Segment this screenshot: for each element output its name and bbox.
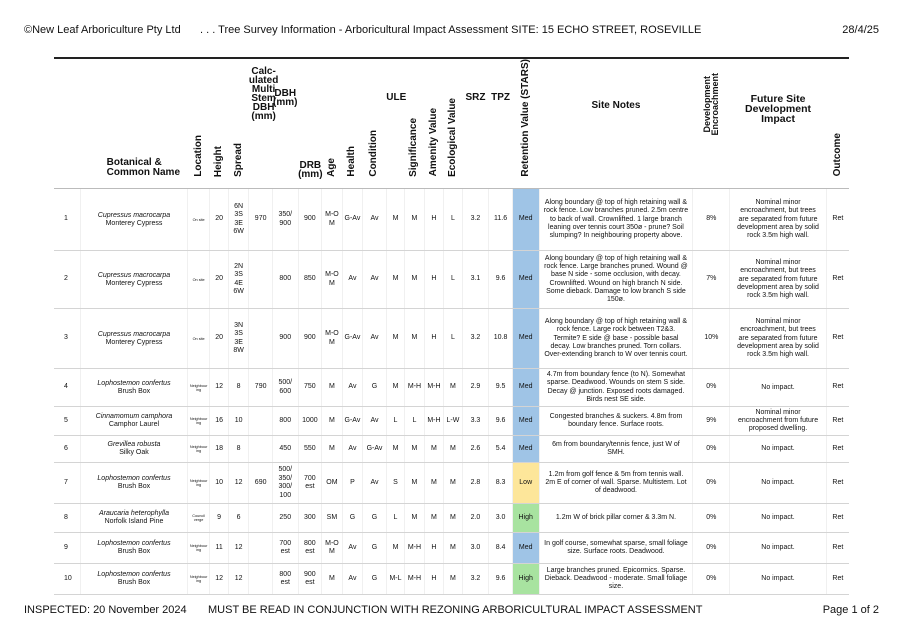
significance: M (405, 504, 424, 533)
ule: M (386, 251, 404, 309)
tpz: 9.5 (489, 369, 513, 407)
col-ecological: Ecological Value (444, 58, 462, 183)
ecological-value: M (444, 564, 462, 595)
tree-row (54, 436, 849, 463)
col-drb: DRB (mm) (298, 58, 322, 183)
ecological-value: M (444, 463, 462, 504)
col-multi-stem-dbh: Calc- ulated Multi Stem DBH (mm) (249, 58, 273, 183)
future-impact: No impact. (730, 436, 826, 463)
drb: 850 (298, 251, 322, 309)
ule: M-L (386, 564, 404, 595)
location: On site (187, 251, 210, 309)
encroachment: 8% (693, 189, 730, 251)
col-srz: SRZ (462, 58, 489, 183)
col-encroachment: Development Encroachment (693, 58, 730, 183)
location: Neighbour ing (187, 369, 210, 407)
tree-row (54, 369, 849, 407)
ecological-value: M (444, 504, 462, 533)
height: 12 (210, 369, 228, 407)
health: P (342, 463, 363, 504)
srz: 3.3 (462, 407, 489, 436)
dbh: 800 est (272, 564, 298, 595)
srz: 2.6 (462, 436, 489, 463)
col-site-notes: Site Notes (539, 58, 693, 183)
encroachment: 0% (693, 436, 730, 463)
ule: M (386, 189, 404, 251)
site-notes: 1.2m from golf fence & 5m from tennis wall. 2m E of corner of wall. Sparse. Multistem. Lot of deadwood. (539, 463, 693, 504)
botanical-name: Cupressus macrocarpa Monterey Cypress (81, 251, 188, 309)
col-location: Location (187, 58, 210, 183)
height: 9 (210, 504, 228, 533)
retention-value: Med (512, 369, 539, 407)
condition: G (363, 533, 387, 564)
health: Av (342, 564, 363, 595)
tree-row (54, 504, 849, 533)
retention-value: Med (512, 533, 539, 564)
multi-stem-dbh (249, 309, 273, 369)
condition: G (363, 564, 387, 595)
health: G-Av (342, 189, 363, 251)
spread: 8 (228, 436, 249, 463)
tpz: 8.4 (489, 533, 513, 564)
significance: M-H (405, 533, 424, 564)
tree-number: 7 (54, 463, 81, 504)
tree-number: 3 (54, 309, 81, 369)
dbh: 450 (272, 436, 298, 463)
srz: 3.1 (462, 251, 489, 309)
health: G-Av (342, 407, 363, 436)
drb: 300 (298, 504, 322, 533)
ecological-value: M (444, 436, 462, 463)
company-name: ©New Leaf Arboriculture Pty Ltd (24, 24, 181, 36)
future-impact: No impact. (730, 369, 826, 407)
outcome: Ret (826, 564, 849, 595)
amenity-value: H (424, 564, 443, 595)
encroachment: 9% (693, 407, 730, 436)
drb: 1000 (298, 407, 322, 436)
tpz: 9.6 (489, 564, 513, 595)
col-botanical: Botanical & Common Name (81, 58, 188, 183)
ule: L (386, 504, 404, 533)
tpz: 5.4 (489, 436, 513, 463)
botanical-name: Grevillea robusta Silky Oak (81, 436, 188, 463)
drb: 900 est (298, 564, 322, 595)
tree-number: 10 (54, 564, 81, 595)
tree-row (54, 407, 849, 436)
site-notes: 6m from boundary/tennis fence, just W of SMH. (539, 436, 693, 463)
spread: 10 (228, 407, 249, 436)
encroachment: 0% (693, 504, 730, 533)
site-notes: 1.2m W of brick pillar corner & 3.3m N. (539, 504, 693, 533)
age: M-O M (322, 309, 343, 369)
ule: L (386, 407, 404, 436)
age: M-O M (322, 251, 343, 309)
col-tpz: TPZ (489, 58, 513, 183)
future-impact: Nominal minor encroachment, but trees are separated from future development area by solid rock 3.5m high wall. (730, 251, 826, 309)
document-date: 28/4/25 (842, 24, 879, 36)
age: M (322, 436, 343, 463)
encroachment: 10% (693, 309, 730, 369)
condition: G-Av (363, 436, 387, 463)
condition: G (363, 369, 387, 407)
drb: 900 (298, 189, 322, 251)
future-impact: No impact. (730, 533, 826, 564)
future-impact: Nominal minor encroachment from future proposed dwelling. (730, 407, 826, 436)
col-retention: Retention Value (STARS) (512, 58, 539, 183)
condition: Av (363, 251, 387, 309)
amenity-value: M-H (424, 407, 443, 436)
ule: M (386, 309, 404, 369)
tpz: 9.6 (489, 407, 513, 436)
botanical-name: Lophostemon confertus Brush Box (81, 463, 188, 504)
botanical-name: Lophostemon confertus Brush Box (81, 369, 188, 407)
retention-value: Low (512, 463, 539, 504)
retention-value: Med (512, 189, 539, 251)
read-notice: MUST BE READ IN CONJUNCTION WITH REZONING ARBORICULTURAL IMPACT ASSESSMENT (208, 604, 703, 616)
tree-row (54, 463, 849, 504)
botanical-name: Cupressus macrocarpa Monterey Cypress (81, 189, 188, 251)
dbh: 500/ 600 (272, 369, 298, 407)
retention-value: Med (512, 251, 539, 309)
height: 12 (210, 564, 228, 595)
amenity-value: M (424, 504, 443, 533)
height: 20 (210, 251, 228, 309)
outcome: Ret (826, 436, 849, 463)
col-age: Age (322, 58, 343, 183)
tree-row (54, 564, 849, 595)
drb: 700 est (298, 463, 322, 504)
outcome: Ret (826, 189, 849, 251)
encroachment: 0% (693, 369, 730, 407)
tpz: 8.3 (489, 463, 513, 504)
dbh: 800 (272, 407, 298, 436)
botanical-name: Cupressus macrocarpa Monterey Cypress (81, 309, 188, 369)
srz: 2.0 (462, 504, 489, 533)
retention-value: Med (512, 436, 539, 463)
future-impact: No impact. (730, 504, 826, 533)
tree-number: 4 (54, 369, 81, 407)
page-footer (24, 604, 879, 618)
height: 20 (210, 309, 228, 369)
multi-stem-dbh (249, 504, 273, 533)
condition: Av (363, 463, 387, 504)
location: Neighbour ing (187, 436, 210, 463)
age: M-O M (322, 533, 343, 564)
ule: M (386, 533, 404, 564)
dbh: 250 (272, 504, 298, 533)
multi-stem-dbh: 790 (249, 369, 273, 407)
site-notes: Congested branches & suckers. 4.8m from boundary fence. Surface roots. (539, 407, 693, 436)
tree-number: 6 (54, 436, 81, 463)
encroachment: 0% (693, 463, 730, 504)
table-header-row (54, 58, 849, 183)
table-body (54, 189, 849, 595)
age: M (322, 564, 343, 595)
col-condition: Condition (363, 58, 387, 183)
age: SM (322, 504, 343, 533)
srz: 3.2 (462, 564, 489, 595)
tpz: 11.6 (489, 189, 513, 251)
multi-stem-dbh (249, 436, 273, 463)
significance: M-H (405, 564, 424, 595)
significance: M (405, 309, 424, 369)
srz: 3.0 (462, 533, 489, 564)
outcome: Ret (826, 533, 849, 564)
location: On site (187, 189, 210, 251)
tpz: 3.0 (489, 504, 513, 533)
health: G-Av (342, 309, 363, 369)
col-ule: ULE (386, 58, 404, 183)
significance: M (405, 251, 424, 309)
drb: 550 (298, 436, 322, 463)
height: 16 (210, 407, 228, 436)
height: 20 (210, 189, 228, 251)
botanical-name: Lophostemon confertus Brush Box (81, 533, 188, 564)
ecological-value: M (444, 533, 462, 564)
srz: 2.9 (462, 369, 489, 407)
amenity-value: M-H (424, 369, 443, 407)
encroachment: 7% (693, 251, 730, 309)
significance: M (405, 189, 424, 251)
tree-number: 8 (54, 504, 81, 533)
drb: 800 est (298, 533, 322, 564)
col-amenity: Amenity Value (424, 58, 443, 183)
tree-number: 1 (54, 189, 81, 251)
site-notes: Along boundary @ top of high retaining wall & rock fence. Low branches pruned. 2.5m centre to back of wall. Crownlifted. 1 large branch leaning over tennis court 350ø - prune? Soil slumping? In neighbouring property above. (539, 189, 693, 251)
retention-value: Med (512, 309, 539, 369)
site-notes: In golf course, somewhat sparse, small foliage size. Surface roots. Deadwood. (539, 533, 693, 564)
tree-number: 5 (54, 407, 81, 436)
location: Neighbour ing (187, 533, 210, 564)
height: 10 (210, 463, 228, 504)
multi-stem-dbh (249, 533, 273, 564)
condition: Av (363, 309, 387, 369)
inspected-date: INSPECTED: 20 November 2024 (24, 604, 187, 616)
dbh: 800 (272, 251, 298, 309)
multi-stem-dbh (249, 564, 273, 595)
drb: 900 (298, 309, 322, 369)
ecological-value: L-W (444, 407, 462, 436)
amenity-value: H (424, 533, 443, 564)
multi-stem-dbh: 970 (249, 189, 273, 251)
ecological-value: M (444, 369, 462, 407)
tree-row (54, 533, 849, 564)
outcome: Ret (826, 309, 849, 369)
significance: M (405, 463, 424, 504)
col-future-impact: Future Site Development Impact (730, 58, 826, 183)
dbh: 900 (272, 309, 298, 369)
condition: Av (363, 189, 387, 251)
outcome: Ret (826, 407, 849, 436)
ule: M (386, 369, 404, 407)
tree-survey-table (54, 57, 849, 595)
amenity-value: M (424, 463, 443, 504)
age: OM (322, 463, 343, 504)
multi-stem-dbh (249, 407, 273, 436)
health: Av (342, 251, 363, 309)
outcome: Ret (826, 504, 849, 533)
age: M (322, 369, 343, 407)
outcome: Ret (826, 369, 849, 407)
site-notes: Along boundary @ top of high retaining wall & rock fence. Large branches pruned. Wound @ base N side - some occlusion, with decay. Crownlifted. Wound on high branch N side. Some dieback. Damage to low branch S side 150ø. (539, 251, 693, 309)
ecological-value: L (444, 309, 462, 369)
ecological-value: L (444, 189, 462, 251)
amenity-value: H (424, 189, 443, 251)
future-impact: No impact. (730, 564, 826, 595)
significance: M (405, 436, 424, 463)
health: Av (342, 369, 363, 407)
srz: 2.8 (462, 463, 489, 504)
age: M (322, 407, 343, 436)
spread: 12 (228, 533, 249, 564)
spread: 3N 3S 3E 8W (228, 309, 249, 369)
drb: 750 (298, 369, 322, 407)
outcome: Ret (826, 251, 849, 309)
multi-stem-dbh (249, 251, 273, 309)
spread: 12 (228, 463, 249, 504)
srz: 3.2 (462, 309, 489, 369)
health: Av (342, 436, 363, 463)
srz: 3.2 (462, 189, 489, 251)
significance: L (405, 407, 424, 436)
retention-value: High (512, 504, 539, 533)
site-notes: 4.7m from boundary fence (to N). Somewhat sparse. Deadwood. Wounds on stem S side. Decay @ junction. Exposed roots damaged. Birds nest SE side. (539, 369, 693, 407)
document-title: . . . Tree Survey Information - Arboricultural Impact Assessment SITE: 15 ECHO STREET, ROSEVILLE (200, 24, 702, 36)
page-number: Page 1 of 2 (822, 604, 879, 616)
ule: M (386, 436, 404, 463)
location: Neighbour ing (187, 407, 210, 436)
significance: M-H (405, 369, 424, 407)
retention-value: High (512, 564, 539, 595)
amenity-value: M (424, 436, 443, 463)
condition: G (363, 504, 387, 533)
condition: Av (363, 407, 387, 436)
ule: S (386, 463, 404, 504)
health: Av (342, 533, 363, 564)
botanical-name: Araucaria heterophylla Norfolk Island Pine (81, 504, 188, 533)
age: M-O M (322, 189, 343, 251)
multi-stem-dbh: 690 (249, 463, 273, 504)
retention-value: Med (512, 407, 539, 436)
tree-row (54, 309, 849, 369)
spread: 12 (228, 564, 249, 595)
tree-row (54, 251, 849, 309)
tree-number: 2 (54, 251, 81, 309)
page-header (24, 24, 879, 38)
col-health: Health (342, 58, 363, 183)
health: G (342, 504, 363, 533)
botanical-name: Lophostemon confertus Brush Box (81, 564, 188, 595)
col-spread: Spread (228, 58, 249, 183)
dbh: 500/ 350/ 300/ 100 (272, 463, 298, 504)
col-significance: Significance (405, 58, 424, 183)
dbh: 350/ 900 (272, 189, 298, 251)
height: 11 (210, 533, 228, 564)
spread: 8 (228, 369, 249, 407)
site-notes: Large branches pruned. Epicormics. Sparse. Dieback. Deadwood - moderate. Small foliage size. (539, 564, 693, 595)
spread: 6N 3S 3E 6W (228, 189, 249, 251)
location: Neighbour ing (187, 463, 210, 504)
spread: 6 (228, 504, 249, 533)
tpz: 9.6 (489, 251, 513, 309)
tree-number: 9 (54, 533, 81, 564)
ecological-value: L (444, 251, 462, 309)
col-dbh: DBH (mm) (272, 58, 298, 183)
amenity-value: H (424, 309, 443, 369)
botanical-name: Cinnamomum camphora Camphor Laurel (81, 407, 188, 436)
encroachment: 0% (693, 533, 730, 564)
spread: 2N 3S 4E 6W (228, 251, 249, 309)
location: Council verge (187, 504, 210, 533)
location: Neighbour ing (187, 564, 210, 595)
location: On site (187, 309, 210, 369)
col-height: Height (210, 58, 228, 183)
height: 18 (210, 436, 228, 463)
outcome: Ret (826, 463, 849, 504)
site-notes: Along boundary @ top of high retaining wall & rock fence. Large rock between T2&3. Termite? E side @ base - possible basal decay. Low branches pruned. Torn collars. Over-extending branch to W over tennis court. (539, 309, 693, 369)
dbh: 700 est (272, 533, 298, 564)
amenity-value: H (424, 251, 443, 309)
tpz: 10.8 (489, 309, 513, 369)
future-impact: Nominal minor encroachment, but trees are separated from future development area by solid rock 3.5m high wall. (730, 189, 826, 251)
future-impact: No impact. (730, 463, 826, 504)
col-outcome: Outcome (826, 58, 849, 183)
encroachment: 0% (693, 564, 730, 595)
tree-row (54, 189, 849, 251)
future-impact: Nominal minor encroachment, but trees are separated from future development area by solid rock 3.5m high wall. (730, 309, 826, 369)
